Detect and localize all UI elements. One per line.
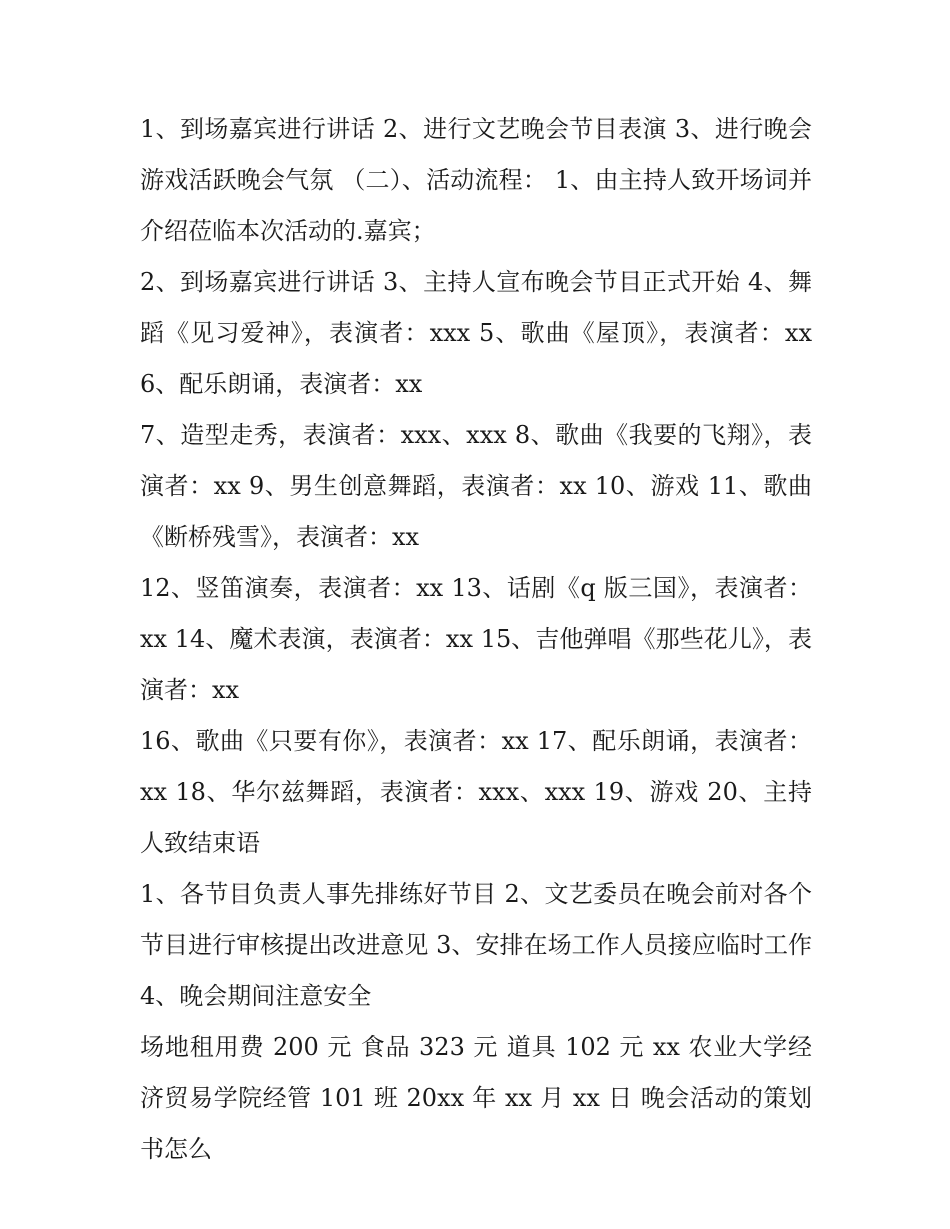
paragraph-program-items-7-11: 7、造型走秀，表演者：xxx、xxx 8、歌曲《我要的飞翔》，表演者：xx 9、男生创意舞蹈，表演者：xx 10、游戏 11、歌曲《断桥残雪》，表演者：xx [140, 421, 812, 551]
paragraph-program-items-16-20: 16、歌曲《只要有你》，表演者：xx 17、配乐朗诵，表演者：xx 18、华尔兹舞蹈，表演者：xxx、xxx 19、游戏 20、主持人致结束语 [140, 727, 812, 857]
paragraph-program-items-12-15: 12、竖笛演奏，表演者：xx 13、话剧《q 版三国》，表演者：xx 14、魔术表演，表演者：xx 15、吉他弹唱《那些花儿》，表演者：xx [140, 574, 812, 704]
paragraph-program-items-2-6: 2、到场嘉宾进行讲话 3、主持人宣布晚会节目正式开始 4、舞蹈《见习爱神》，表演者：xxx 5、歌曲《屋顶》，表演者：xx 6、配乐朗诵，表演者：xx [140, 268, 812, 398]
document-body [140, 104, 812, 1175]
paragraph-program-overview: 1、到场嘉宾进行讲话 2、进行文艺晚会节目表演 3、进行晚会游戏活跃晚会气氛 （二）、活动流程： 1、由主持人致开场词并介绍莅临本次活动的.嘉宾； [140, 115, 812, 245]
paragraph-budget: 场地租用费 200 元 食品 323 元 道具 102 元 xx 农业大学经济贸易学院经管 101 班 20xx 年 xx 月 xx 日 晚会活动的策划书怎么 [140, 1033, 812, 1163]
paragraph-preparation-notes: 1、各节目负责人事先排练好节目 2、文艺委员在晚会前对各个节目进行审核提出改进意见 3、安排在场工作人员接应临时工作 4、晚会期间注意安全 [140, 880, 812, 1010]
